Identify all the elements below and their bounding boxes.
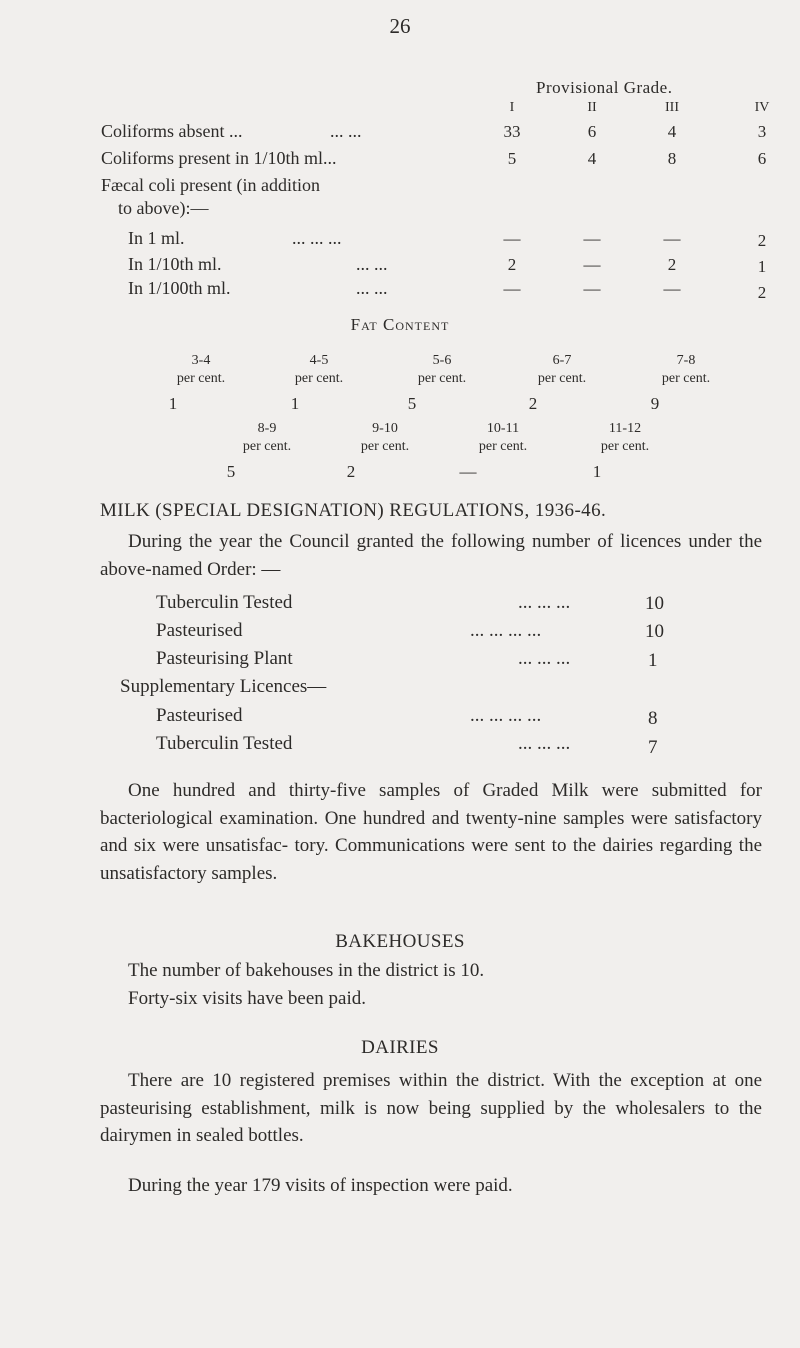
table-cell: — — [503, 279, 521, 298]
table-row-label: In 1/10th ml. — [128, 254, 222, 274]
table-row-dots: ... ... — [356, 254, 388, 274]
table-cell: — — [663, 279, 681, 298]
licence-count: 8 — [648, 708, 658, 729]
table-row-label: In 1 ml. — [128, 228, 185, 248]
licence-count: 10 — [645, 593, 664, 614]
fat-count: — — [459, 462, 477, 481]
page-number: 26 — [389, 14, 411, 38]
grade-column-header: II — [587, 100, 597, 115]
licence-label: Tuberculin Tested — [156, 733, 293, 754]
fat-unit: per cent. — [360, 439, 410, 454]
table-cell: 2 — [757, 283, 767, 302]
licence-label: Pasteurising Plant — [156, 648, 293, 669]
fat-count: 1 — [290, 394, 300, 413]
table-cell: — — [583, 229, 601, 248]
fat-range: 11-12 — [608, 421, 642, 436]
fat-range: 6-7 — [552, 353, 572, 368]
table-row-label: In 1/100th ml. — [128, 278, 231, 298]
milk-regulations-intro: During the year the Council granted the following number of licences under the above-named Order: — — [100, 531, 762, 580]
fat-range: 10-11 — [486, 421, 520, 436]
grade-column-header: I — [509, 100, 515, 115]
table-cell: 2 — [757, 231, 767, 250]
supplementary-label: Supplementary Licences— — [120, 676, 327, 697]
table-cell: 33 — [503, 122, 521, 141]
grade-column-header: III — [665, 100, 679, 115]
fat-range: 8-9 — [257, 421, 277, 436]
table-row-dots: ... ... — [356, 278, 388, 298]
fat-count: 1 — [168, 394, 178, 413]
licence-dots: ... ... ... ... — [470, 620, 542, 641]
fat-unit: per cent. — [537, 371, 587, 386]
milk-regulations-heading: MILK (SPECIAL DESIGNATION) REGULATIONS, 1936-46. — [100, 500, 607, 521]
table-cell: 1 — [757, 257, 767, 276]
table-cell: 3 — [757, 122, 767, 141]
dairies-inspection: During the year 179 visits of inspection were paid. — [128, 1175, 513, 1196]
dairies-paragraph: There are 10 registered premises within the district. With the exception at one pasteurising establishment, milk is now being supplied by the wholesalers to the dairymen in sealed bottles. — [100, 1070, 762, 1146]
table-cell: 4 — [667, 122, 677, 141]
fat-range: 5-6 — [432, 353, 452, 368]
licence-label: Tuberculin Tested — [156, 592, 293, 613]
table-cell: 8 — [667, 149, 677, 168]
table-row-dots: ... ... ... — [292, 228, 342, 248]
fat-unit: per cent. — [176, 371, 226, 386]
fat-unit: per cent. — [417, 371, 467, 386]
table-cell: 6 — [587, 122, 597, 141]
fat-unit: per cent. — [661, 371, 711, 386]
table-row-dots: ... ... — [330, 121, 362, 141]
fat-count: 2 — [346, 462, 356, 481]
bakehouses-visits: Forty-six visits have been paid. — [128, 988, 366, 1009]
table-cell: 2 — [507, 255, 517, 274]
table-row-label: to above):— — [118, 198, 209, 218]
licence-dots: ... ... ... — [518, 648, 571, 669]
table-cell: 4 — [587, 149, 597, 168]
samples-paragraph: One hundred and thirty-five samples of Graded Milk were submitted for bacteriological examination. One hundred and twenty-nine samples were satisfactory and six were unsatisfac- tory. Communications were sent to the dairies regarding the unsatisfactory samples. — [100, 780, 762, 884]
fat-unit: per cent. — [294, 371, 344, 386]
fat-unit: per cent. — [600, 439, 650, 454]
dairies-heading: DAIRIES — [361, 1037, 439, 1058]
table-row-label: Coliforms present in 1/10th ml... — [101, 148, 337, 168]
fat-range: 7-8 — [676, 353, 696, 368]
licence-dots: ... ... ... ... — [470, 705, 542, 726]
fat-count: 1 — [592, 462, 602, 481]
table-row-label: Coliforms absent ... — [101, 121, 243, 141]
table-row-label: Fæcal coli present (in addition — [101, 175, 320, 195]
grade-column-header: IV — [754, 100, 770, 115]
fat-range: 9-10 — [372, 421, 398, 436]
fat-content-title: Fat Content — [350, 315, 450, 334]
table-cell: — — [503, 229, 521, 248]
licence-count: 1 — [648, 650, 658, 671]
licence-dots: ... ... ... — [518, 592, 571, 613]
table-cell: — — [663, 229, 681, 248]
fat-unit: per cent. — [242, 439, 292, 454]
bakehouses-count: The number of bakehouses in the district is 10. — [128, 960, 485, 981]
fat-count: 5 — [407, 394, 417, 413]
table-cell: — — [583, 255, 601, 274]
fat-range: 4-5 — [309, 353, 329, 368]
licence-label: Pasteurised — [156, 705, 243, 726]
bakehouses-heading: BAKEHOUSES — [335, 931, 465, 952]
fat-range: 3-4 — [191, 353, 211, 368]
licence-label: Pasteurised — [156, 620, 243, 641]
fat-unit: per cent. — [478, 439, 528, 454]
fat-count: 2 — [528, 394, 538, 413]
table-cell: 5 — [507, 149, 517, 168]
fat-count: 9 — [650, 394, 660, 413]
table-cell: 2 — [667, 255, 677, 274]
grade-table-header: Provisional Grade. — [536, 78, 673, 97]
licence-count: 7 — [648, 737, 658, 758]
licence-count: 10 — [645, 621, 664, 642]
licence-dots: ... ... ... — [518, 733, 571, 754]
table-cell: — — [583, 279, 601, 298]
table-cell: 6 — [757, 149, 767, 168]
fat-count: 5 — [226, 462, 236, 481]
